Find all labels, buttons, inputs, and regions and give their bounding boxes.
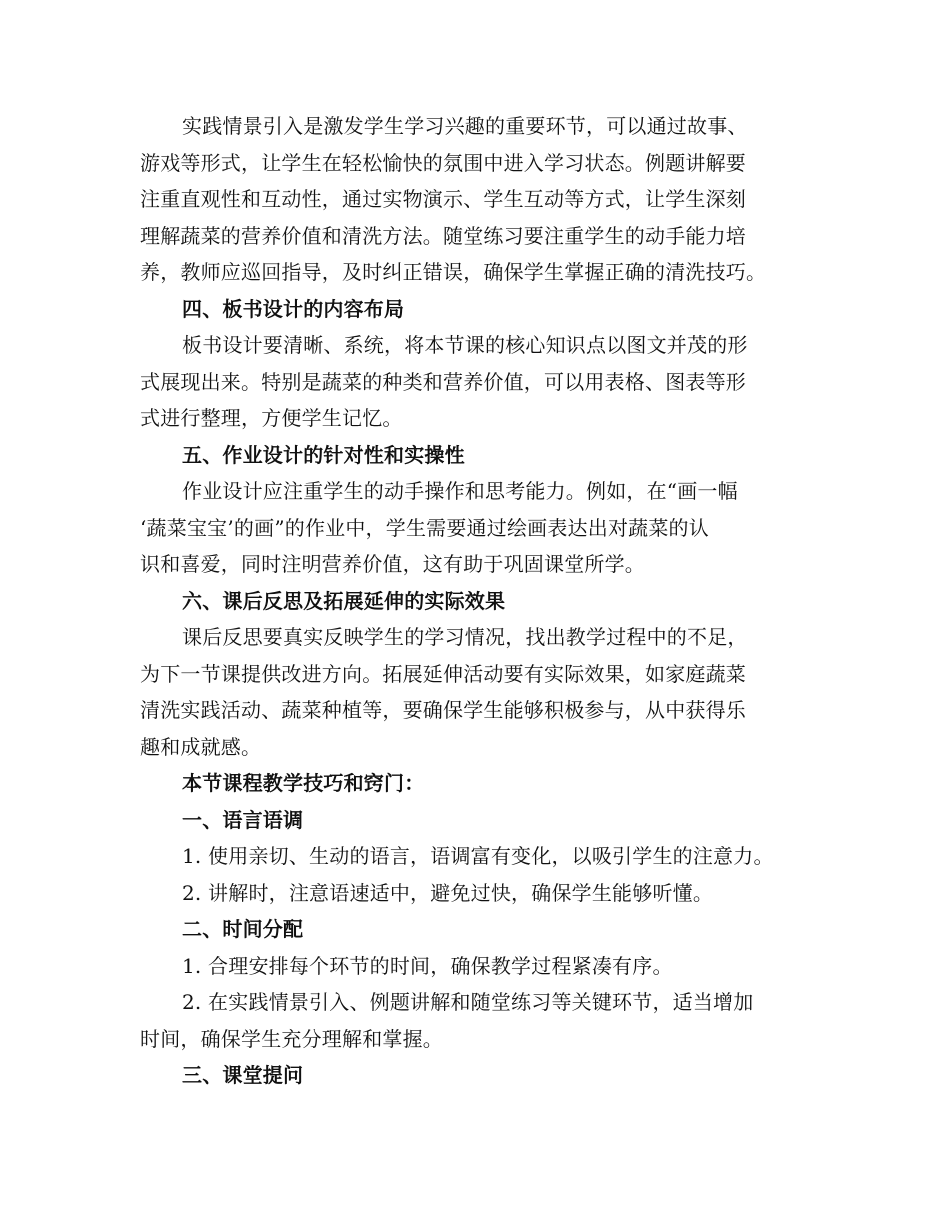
section-heading — [140, 802, 820, 839]
paragraph-line: 作业设计应注重学生的动手操作和思考能力。例如，在“画一幅 — [182, 479, 738, 503]
paragraph-line: 识和喜爱，同时注明营养价值，这有助于巩固课堂所学。 — [140, 552, 645, 576]
paragraph — [140, 327, 820, 437]
paragraph — [140, 984, 820, 1057]
heading-text: 五、作业设计的针对性和实操性 — [182, 442, 465, 467]
paragraph-line: 时间，确保学生充分理解和掌握。 — [140, 1026, 443, 1051]
heading-text: 六、课后反思及拓展延伸的实际效果 — [182, 588, 506, 613]
section-heading — [140, 911, 820, 948]
paragraph — [140, 619, 820, 765]
heading-text: 二、时间分配 — [182, 917, 304, 941]
paragraph — [140, 948, 820, 985]
paragraph-line: 1. 使用亲切、生动的语言，语调富有变化，以吸引学生的注意力。 — [182, 844, 774, 868]
heading-text: 四、板书设计的内容布局 — [182, 296, 405, 321]
paragraph-line: 为下一节课提供改进方向。拓展延伸活动要有实际效果，如家庭蔬菜 — [140, 661, 746, 686]
paragraph-line: 1. 合理安排每个环节的时间，确保教学过程紧凑有序。 — [182, 953, 673, 978]
paragraph — [140, 108, 820, 291]
section-heading — [140, 583, 820, 620]
paragraph-line: 式进行整理，方便学生记忆。 — [140, 406, 403, 430]
heading-text: 三、课堂提问 — [182, 1063, 304, 1087]
paragraph — [140, 875, 820, 912]
paragraph-line: 趣和成就感。 — [140, 734, 262, 759]
paragraph-line: 2. 在实践情景引入、例题讲解和随堂练习等关键环节，适当增加 — [182, 990, 754, 1014]
section-heading — [140, 437, 820, 474]
paragraph-line: 清洗实践活动、蔬菜种植等，要确保学生能够积极参与，从中获得乐 — [140, 698, 746, 722]
paragraph-line: 式展现出来。特别是蔬菜的种类和营养价值，可以用表格、图表等形 — [140, 369, 746, 394]
heading-text: 一、语言语调 — [182, 807, 304, 832]
paragraph-line: ‘蔬菜宝宝’的画”的作业中，学生需要通过绘画表达出对蔬菜的认 — [140, 515, 709, 540]
paragraph-line: 养，教师应巡回指导，及时纠正错误，确保学生掌握正确的清洗技巧。 — [140, 260, 767, 284]
section-heading — [140, 1057, 820, 1094]
section-heading — [140, 765, 820, 802]
document-body — [140, 108, 820, 1100]
paragraph — [140, 838, 820, 875]
paragraph-line: 实践情景引入是激发学生学习兴趣的重要环节，可以通过故事、 — [182, 114, 748, 138]
section-heading — [140, 291, 820, 328]
paragraph-line: 课后反思要真实反映学生的学习情况，找出教学过程中的不足， — [182, 625, 748, 649]
paragraph-line: 板书设计要清晰、系统，将本节课的核心知识点以图文并茂的形 — [182, 333, 748, 357]
paragraph-line: 游戏等形式，让学生在轻松愉快的氛围中进入学习状态。例题讲解要 — [140, 150, 746, 175]
paragraph-line: 2. 讲解时，注意语速适中，避免过快，确保学生能够听懂。 — [182, 880, 714, 905]
heading-text: 本节课程教学技巧和窍门： — [182, 771, 425, 795]
paragraph-line: 理解蔬菜的营养价值和清洗方法。随堂练习要注重学生的动手能力培 — [140, 223, 746, 248]
paragraph — [140, 473, 820, 583]
paragraph-line: 注重直观性和互动性，通过实物演示、学生互动等方式，让学生深刻 — [140, 187, 746, 211]
